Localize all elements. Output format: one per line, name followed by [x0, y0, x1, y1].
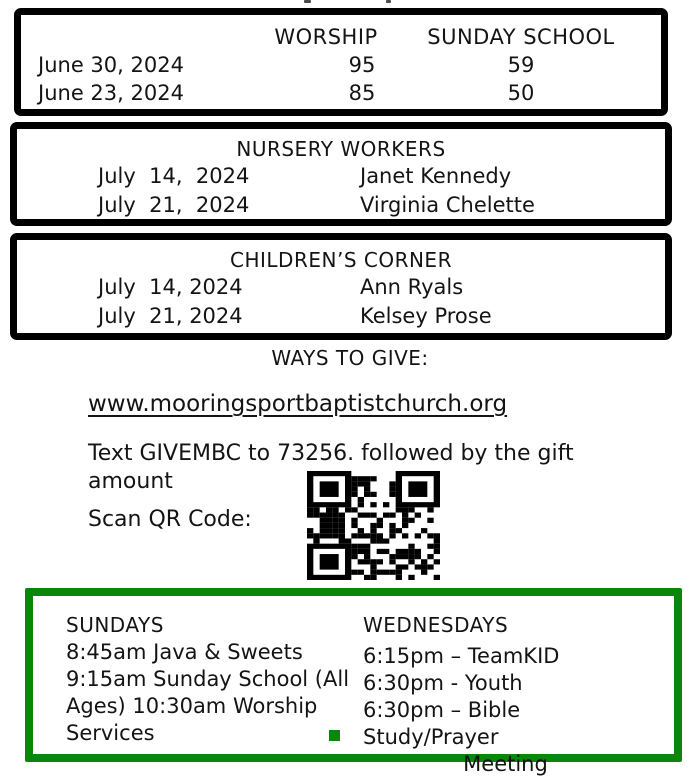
cropped-text-remnant: [304, 0, 311, 3]
wednesdays-schedule: [363, 612, 648, 778]
wednesdays-line: 6:30pm – Bible Study/Prayer: [363, 698, 521, 749]
ways-to-give-title: WAYS TO GIVE:: [271, 346, 429, 370]
text-giving-instructions: Text GIVEMBC to 73256. followed by the gift: [88, 441, 574, 466]
childrens-corner-row-date: July 21, 2024: [98, 304, 243, 328]
nursery-workers-title: NURSERY WORKERS: [236, 137, 446, 161]
nursery-row-name: Janet Kennedy: [360, 164, 512, 188]
nursery-row-date: July 21, 2024: [98, 193, 250, 217]
childrens-corner-row-name: Kelsey Prose: [360, 304, 492, 328]
nursery-row: [17, 162, 665, 191]
qr-code-icon: [307, 471, 440, 580]
attendance-row-date: June 30, 2024: [38, 53, 184, 77]
wednesdays-line: 6:15pm – TeamKID: [363, 644, 560, 668]
attendance-row-sunday-school-count: 59: [507, 53, 535, 77]
sundays-line: Ages) 10:30am Worship: [66, 694, 318, 718]
childrens-corner-row-date: July 14, 2024: [98, 275, 243, 299]
childrens-corner-row-name: Ann Ryals: [360, 275, 464, 299]
attendance-box: [14, 8, 668, 116]
scan-qr-label: Scan QR Code:: [88, 507, 252, 532]
attendance-header-worship: WORSHIP: [274, 25, 378, 49]
sundays-line: Services: [66, 721, 155, 745]
sundays-schedule: [66, 612, 361, 747]
childrens-corner-box: [10, 233, 672, 340]
attendance-row-sunday-school-count: 50: [507, 81, 535, 105]
cropped-text-remnant: [386, 0, 391, 3]
sundays-line: 8:45am Java & Sweets: [66, 640, 303, 664]
green-square-mark: [329, 730, 340, 741]
attendance-row-worship-count: 95: [348, 53, 376, 77]
text-giving-instructions-cont: amount: [88, 469, 173, 494]
nursery-row-name: Virginia Chelette: [360, 193, 535, 217]
wednesdays-line: Meeting: [463, 752, 548, 776]
childrens-corner-row: [17, 273, 665, 302]
nursery-row-date: July 14, 2024: [98, 164, 250, 188]
attendance-table: [21, 15, 661, 107]
attendance-row-worship-count: 85: [348, 81, 376, 105]
sundays-line: 9:15am Sunday School (All: [66, 667, 350, 691]
childrens-corner-title: CHILDREN’S CORNER: [230, 248, 452, 272]
nursery-row: [17, 191, 665, 220]
nursery-workers-box: [10, 122, 672, 226]
attendance-row-date: June 23, 2024: [38, 81, 184, 105]
attendance-header-sunday-school: SUNDAY SCHOOL: [427, 25, 615, 49]
wednesdays-title: WEDNESDAYS: [363, 613, 509, 637]
attendance-header-empty: [21, 23, 251, 51]
childrens-corner-row: [17, 302, 665, 331]
wednesdays-line: 6:30pm - Youth: [363, 671, 523, 695]
sundays-title: SUNDAYS: [66, 613, 164, 637]
church-website-link[interactable]: www.mooringsportbaptistchurch.org: [88, 391, 508, 417]
